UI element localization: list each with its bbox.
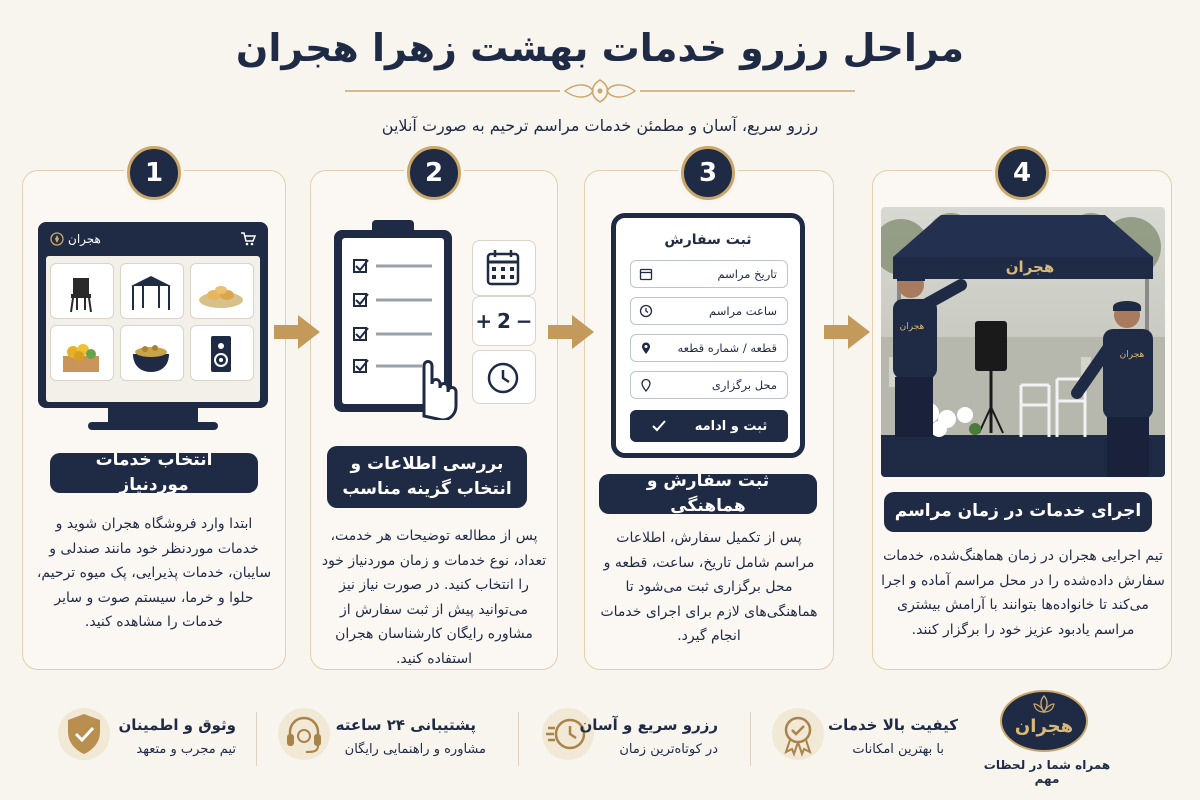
feature-title-fast: رزرو سریع و آسان [579, 716, 718, 734]
calendar-icon [471, 241, 535, 297]
step-number-3: 3 [681, 146, 735, 200]
brand-logo-text: هجران [1014, 716, 1074, 737]
headset-icon [276, 706, 332, 762]
calendar-icon [639, 267, 653, 281]
stepper-value: 2 [497, 309, 511, 333]
date-field[interactable]: تاریخ مراسم [630, 260, 788, 288]
step-description-2: پس از مطالعه توضیحات هر خدمت، تعداد، نوع خدمات و زمان موردنیاز خود را انتخاب کنید. در صورت نیاز نیز می‌توانید پیش از ثبت سفارش از مشاوره رایگان کارشناسان هجران استفاده کنید. [321, 528, 547, 667]
halva-bowl-icon [119, 326, 183, 382]
cart-icon [240, 232, 256, 246]
stepper-plus[interactable]: + [475, 309, 493, 333]
feature-title-trust: وثوق و اطمینان [118, 716, 236, 734]
step-description-1: ابتدا وارد فروشگاه هجران شوید و خدمات موردنظر خود مانند صندلی و سایبان، خدمات پذیرایی، پک میوه ترحیم، حلوا و خرما، سیستم صوت و سایر خدمات را مشاهده کنید. [36, 516, 272, 630]
feature-title-support: پشتیبانی ۲۴ ساعته [335, 716, 476, 734]
lotus-icon [1032, 694, 1056, 714]
brand-tagline: همراه شما در لحظات مهم [983, 758, 1111, 786]
product-tile-fruit[interactable] [50, 325, 114, 381]
product-tile-catering[interactable] [190, 263, 254, 319]
time-field[interactable]: ساعت مراسم [630, 297, 788, 325]
location-pin-icon [639, 378, 653, 392]
speaker-icon [189, 326, 253, 382]
clock-icon [639, 304, 653, 318]
shirt-brand: هجران [899, 322, 925, 332]
feature-subtitle-trust: تیم مجرب و متعهد [136, 742, 236, 757]
logo-icon [50, 232, 64, 246]
step-label-1: انتخاب خدمات موردنیاز [50, 453, 258, 493]
step-label-2: بررسی اطلاعات و انتخاب گزینه مناسب [327, 446, 527, 508]
product-tile-halva[interactable] [120, 325, 184, 381]
clock-icon [471, 351, 535, 405]
step-description-3: پس از تکمیل سفارش، اطلاعات مراسم شامل تاریخ، ساعت، قطعه و محل برگزاری ثبت می‌شود تا هماهنگی‌های لازم برای اجرای خدمات انجام گیرد. [600, 530, 818, 644]
quality-badge-icon [770, 706, 826, 762]
chair-icon [49, 264, 113, 320]
venue-field[interactable]: محل برگزاری [630, 371, 788, 399]
canopy-icon [119, 264, 183, 320]
product-tile-sound[interactable] [190, 325, 254, 381]
arrow-icon [546, 313, 596, 351]
fruit-box-icon [49, 326, 113, 382]
feature-subtitle-support: مشاوره و راهنمایی رایگان [344, 742, 486, 757]
step-number-1: 1 [127, 146, 181, 200]
location-pin-icon [639, 341, 653, 355]
feature-title-quality: کیفیت بالا خدمات [828, 716, 958, 734]
quantity-stepper[interactable] [472, 296, 536, 346]
step-number-4: 4 [995, 146, 1049, 200]
arrow-icon [822, 313, 872, 351]
fast-clock-icon [540, 706, 596, 762]
shirt-brand: هجران [1119, 350, 1145, 360]
step-number-2: 2 [407, 146, 461, 200]
step-description-4: تیم اجرایی هجران در زمان هماهنگ‌شده، خدمات سفارش داده‌شده را در محل مراسم آماده و اجرا می‌کند تا خانواده‌ها بتوانند با آرامش بیشتری مراسم یادبود عزیز خود را برگزار کنند. [881, 548, 1165, 638]
food-tray-icon [189, 264, 253, 320]
tent-brand: هجران [1005, 258, 1055, 276]
calendar-button[interactable] [472, 240, 536, 296]
separator [256, 712, 257, 766]
submit-button[interactable]: ثبت و ادامه [630, 410, 788, 442]
step-label-3: ثبت سفارش و هماهنگی [599, 474, 817, 514]
feature-subtitle-quality: با بهترین امکانات [852, 742, 944, 757]
ceremony-photo [881, 207, 1165, 477]
separator [750, 712, 751, 766]
product-tile-canopy[interactable] [120, 263, 184, 319]
page-subtitle: رزرو سریع، آسان و مطمئن خدمات مراسم ترحیم به صورت آنلاین [381, 116, 819, 135]
product-tile-chair[interactable] [50, 263, 114, 319]
time-button[interactable] [472, 350, 536, 404]
page-title: مراحل رزرو خدمات بهشت زهرا هجران [235, 26, 965, 70]
screen-brand: هجران [68, 232, 101, 246]
clipboard-illustration [332, 216, 466, 420]
title-ornament [345, 78, 855, 104]
feature-subtitle-fast: در کوتاه‌ترین زمان [619, 742, 718, 757]
shield-check-icon [56, 706, 112, 762]
separator [518, 712, 519, 766]
plot-number-field[interactable]: قطعه / شماره قطعه [630, 334, 788, 362]
step-label-4: اجرای خدمات در زمان مراسم [884, 492, 1152, 532]
form-title: ثبت سفارش [664, 232, 752, 248]
arrow-icon [272, 313, 322, 351]
stepper-minus[interactable]: − [515, 309, 533, 333]
check-icon [651, 419, 667, 433]
